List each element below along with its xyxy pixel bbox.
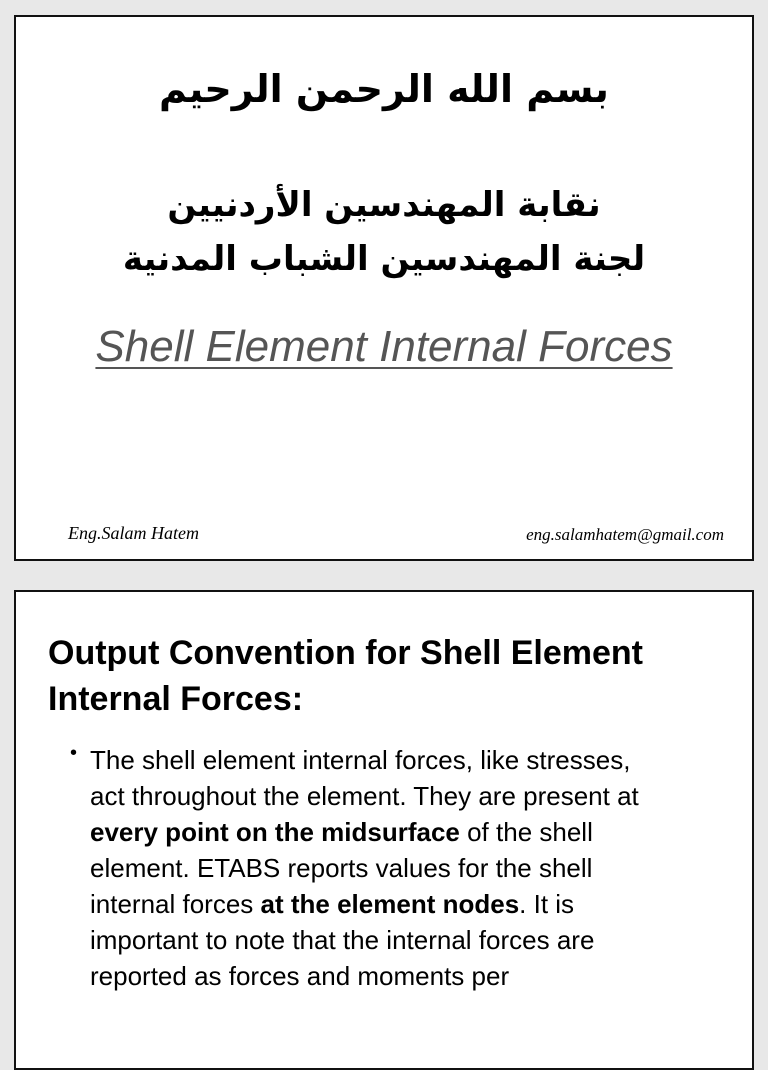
bullet-text-part: at [617, 781, 639, 811]
author-name: Eng.Salam Hatem [68, 523, 199, 543]
bullet-icon: • [70, 742, 78, 764]
organization-name: نقابة المهندسين الأردنيين [167, 185, 601, 225]
bullet-bold-part: at the element nodes [260, 889, 520, 919]
slide-heading: Output Convention for Shell Element Internal Forces: [48, 634, 643, 718]
bullet-paragraph [90, 742, 650, 994]
title-slide [14, 15, 754, 561]
committee-name: لجنة المهندسين الشباب المدنية [122, 239, 646, 279]
bullet-text-part: The shell element internal forces, like stresses, act throughout the element. They are present [90, 745, 631, 811]
slide-title: Shell Element Internal Forces [95, 322, 673, 371]
author-email: eng.salamhatem@gmail.com [526, 525, 724, 544]
bullet-bold-part: every point on the midsurface [90, 817, 460, 847]
basmala-heading: بسم الله الرحمن الرحيم [159, 67, 609, 111]
content-slide [14, 590, 754, 1070]
bullet-text-part: of the shell element. ETABS reports values for the shell internal forces [90, 817, 593, 919]
bullet-text-part: . It is important to note that the internal forces are reported as forces and moments per [90, 889, 595, 991]
